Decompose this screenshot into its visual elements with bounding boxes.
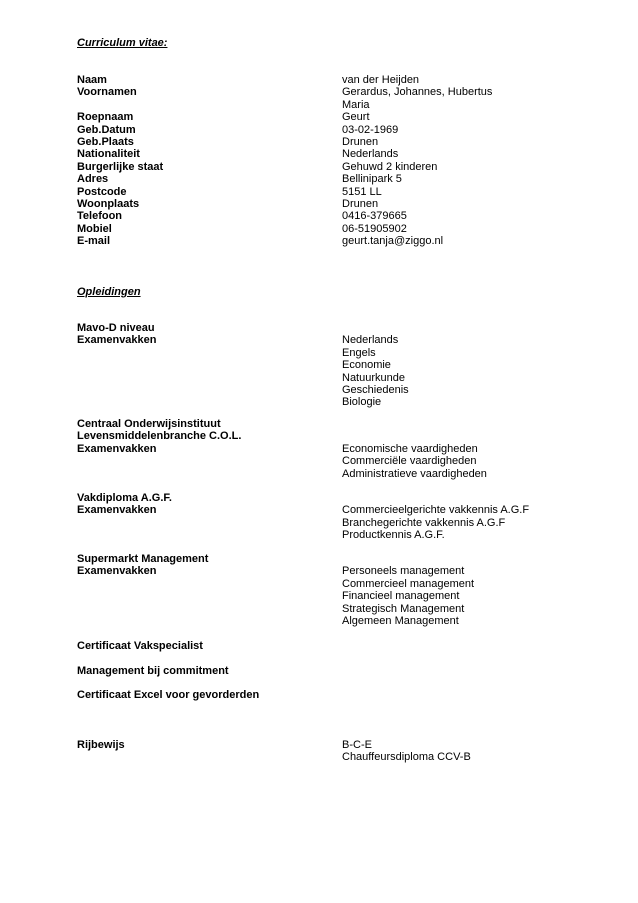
personal-row bbox=[77, 136, 547, 148]
subject: Administratieve vaardigheden bbox=[342, 467, 487, 480]
personal-row bbox=[77, 210, 547, 222]
subject-row bbox=[77, 359, 547, 371]
personal-row bbox=[77, 223, 547, 235]
subject-row bbox=[77, 443, 547, 455]
subject: Economie bbox=[342, 359, 391, 372]
field-value: Drunen bbox=[342, 136, 379, 148]
personal-row bbox=[77, 74, 547, 86]
subject-row bbox=[77, 396, 547, 408]
personal-row bbox=[77, 198, 547, 210]
field-value: Gerardus, Johannes, Hubertus bbox=[342, 86, 493, 99]
cv-heading: Curriculum vitae: bbox=[77, 37, 168, 49]
subject-row bbox=[77, 504, 547, 516]
subject-row bbox=[77, 384, 547, 396]
subject: Personeels management bbox=[342, 565, 465, 578]
subject: Strategisch Management bbox=[342, 602, 465, 615]
subject: Financieel management bbox=[342, 590, 460, 603]
field-label: Burgerlijke staat bbox=[77, 160, 164, 173]
field-value: van der Heijden bbox=[342, 74, 420, 86]
subject: Engels bbox=[342, 346, 376, 359]
field-value: geurt.tanja@ziggo.nl bbox=[342, 235, 444, 248]
field-value: 0416-379665 bbox=[342, 210, 407, 223]
subject-row bbox=[77, 578, 547, 590]
education-title: Vakdiploma A.G.F. bbox=[77, 492, 172, 504]
field-value: 06-51905902 bbox=[342, 222, 407, 235]
subject-row bbox=[77, 372, 547, 384]
field-value: 03-02-1969 bbox=[342, 123, 399, 136]
subject: Commercieel management bbox=[342, 577, 475, 590]
subject-row bbox=[77, 590, 547, 602]
field-value: Maria bbox=[342, 98, 370, 111]
field-value: 5151 LL bbox=[342, 185, 382, 198]
subject: Commercieelgerichte vakkennis A.G.F bbox=[342, 504, 530, 517]
subject-row bbox=[77, 334, 547, 346]
subject: Commerciële vaardigheden bbox=[342, 455, 477, 468]
field-label: Nationaliteit bbox=[77, 148, 140, 161]
subject: Algemeen Management bbox=[342, 615, 459, 627]
subject-row bbox=[77, 468, 547, 480]
subject-row bbox=[77, 565, 547, 577]
license-row bbox=[77, 751, 547, 763]
personal-row bbox=[77, 124, 547, 136]
education-title: Levensmiddelenbranche C.O.L. bbox=[77, 430, 242, 443]
personal-row-continued bbox=[77, 99, 547, 111]
subject-row bbox=[77, 603, 547, 615]
field-label: Examenvakken bbox=[77, 565, 157, 578]
field-label: E-mail bbox=[77, 235, 111, 248]
field-value: Geurt bbox=[342, 111, 370, 124]
field-value: Gehuwd 2 kinderen bbox=[342, 160, 438, 173]
personal-row bbox=[77, 86, 547, 98]
field-value: Chauffeursdiploma CCV-B bbox=[342, 751, 471, 764]
field-value: Nederlands bbox=[342, 148, 399, 161]
field-label: Geb.Datum bbox=[77, 123, 136, 136]
personal-row bbox=[77, 161, 547, 173]
field-label: Geb.Plaats bbox=[77, 136, 134, 148]
personal-row bbox=[77, 111, 547, 123]
field-label: Examenvakken bbox=[77, 334, 157, 347]
field-label: Mobiel bbox=[77, 222, 112, 235]
subject: Biologie bbox=[342, 396, 382, 409]
field-label: Adres bbox=[77, 173, 109, 186]
subject: Economische vaardigheden bbox=[342, 442, 478, 455]
subject-row bbox=[77, 347, 547, 359]
field-label: Examenvakken bbox=[77, 504, 157, 517]
education-title: Centraal Onderwijsinstituut bbox=[77, 418, 221, 430]
personal-row bbox=[77, 235, 547, 247]
subject-row bbox=[77, 455, 547, 467]
field-value: Drunen bbox=[342, 198, 379, 210]
field-label: Postcode bbox=[77, 185, 127, 198]
subject-row bbox=[77, 615, 547, 627]
subject-row bbox=[77, 517, 547, 529]
subject: Natuurkunde bbox=[342, 371, 405, 384]
education-heading: Opleidingen bbox=[77, 286, 141, 298]
education-title: Supermarkt Management bbox=[77, 553, 209, 565]
certificate-item: Certificaat Excel voor gevorderden bbox=[77, 689, 260, 701]
subject: Branchegerichte vakkennis A.G.F bbox=[342, 516, 506, 529]
personal-row bbox=[77, 148, 547, 160]
certificate-item: Certificaat Vakspecialist bbox=[77, 640, 203, 652]
certificate-item: Management bij commitment bbox=[77, 665, 229, 677]
field-label: Naam bbox=[77, 74, 107, 86]
field-label: Rijbewijs bbox=[77, 739, 125, 751]
field-label: Roepnaam bbox=[77, 111, 134, 124]
subject-row bbox=[77, 529, 547, 541]
subject: Nederlands bbox=[342, 334, 399, 347]
field-label: Voornamen bbox=[77, 86, 137, 99]
field-value: Bellinipark 5 bbox=[342, 173, 402, 186]
field-value: B-C-E bbox=[342, 739, 372, 751]
personal-row bbox=[77, 173, 547, 185]
field-label: Examenvakken bbox=[77, 442, 157, 455]
field-label: Telefoon bbox=[77, 210, 123, 223]
education-title: Mavo-D niveau bbox=[77, 322, 155, 334]
subject: Productkennis A.G.F. bbox=[342, 529, 445, 542]
subject: Geschiedenis bbox=[342, 384, 409, 396]
license-row bbox=[77, 739, 547, 751]
personal-row bbox=[77, 186, 547, 198]
field-label: Woonplaats bbox=[77, 198, 140, 210]
